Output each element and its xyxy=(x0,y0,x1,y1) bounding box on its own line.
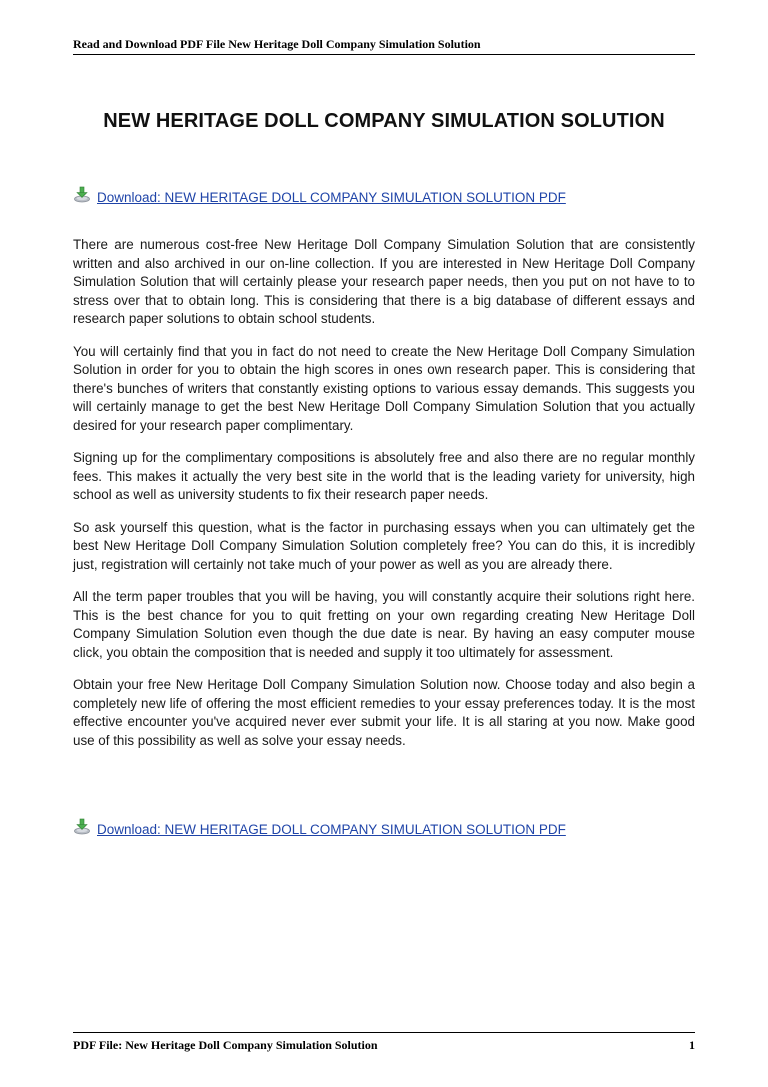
footer-text: PDF File: New Heritage Doll Company Simulation Solution xyxy=(73,1038,378,1052)
paragraph: You will certainly find that you in fact do not need to create the New Heritage Doll Company Simulation Solution in order for you to obtain the high scores in ones own research paper. This is considering that there's bunches of writers that constantly existing options to various essay demands. This suggests you will certainly manage to get the best New Heritage Doll Company Simulation Solution that you actually desired for your research paper complimentary. xyxy=(73,343,695,433)
body-text xyxy=(73,236,695,764)
page-header-text: Read and Download PDF File New Heritage Doll Company Simulation Solution xyxy=(73,37,481,51)
page-number: 1 xyxy=(689,1038,695,1052)
download-icon xyxy=(73,185,91,203)
download-link-bottom[interactable]: Download: NEW HERITAGE DOLL COMPANY SIMULATION SOLUTION PDF xyxy=(97,821,566,837)
download-link-top[interactable]: Download: NEW HERITAGE DOLL COMPANY SIMULATION SOLUTION PDF xyxy=(97,189,566,205)
document-title: NEW HERITAGE DOLL COMPANY SIMULATION SOLUTION xyxy=(103,110,665,132)
download-icon xyxy=(73,817,91,835)
paragraph: Signing up for the complimentary compositions is absolutely free and also there are no regular monthly fees. This makes it actually the very best site in the world that is the leading variety for university, high school as well as university students to fix their research paper needs. xyxy=(73,450,695,502)
download-link-top-row[interactable] xyxy=(73,187,695,207)
paragraph: Obtain your free New Heritage Doll Company Simulation Solution now. Choose today and also begin a completely new life of offering the most efficient remedies to your essay preferences today. It is the most effective encounter you've acquired never ever submit your life. It is all staring at you now. Make good use of this possibility as well as solve your essay needs. xyxy=(73,677,695,748)
paragraph: So ask yourself this question, what is the factor in purchasing essays when you can ultimately get the best New Heritage Doll Company Simulation Solution completely free? You can do this, it is incredibly just, registration will certainly not take much of your power as well as you are already there. xyxy=(73,519,695,572)
paragraph: All the term paper troubles that you will be having, you will constantly acquire their solutions right here. This is the best chance for you to quit fretting on your own regarding creating New Heritage Doll Company Simulation Solution even though the due date is near. By having an easy computer mouse click, you obtain the composition that is needed and supply it too ultimately for assessment. xyxy=(73,589,695,660)
page-header xyxy=(73,37,695,55)
paragraph: There are numerous cost-free New Heritage Doll Company Simulation Solution that are consistently written and also archived in our on-line collection. If you are interested in New Heritage Doll Company Simulation Solution that will certainly please your research paper needs, then you put on not have to to stress over that to obtain long. This is considering that there is a big database of different essays and research paper solutions to obtain school students. xyxy=(73,237,695,326)
page-footer xyxy=(73,1032,695,1053)
download-link-bottom-row[interactable] xyxy=(73,819,695,839)
